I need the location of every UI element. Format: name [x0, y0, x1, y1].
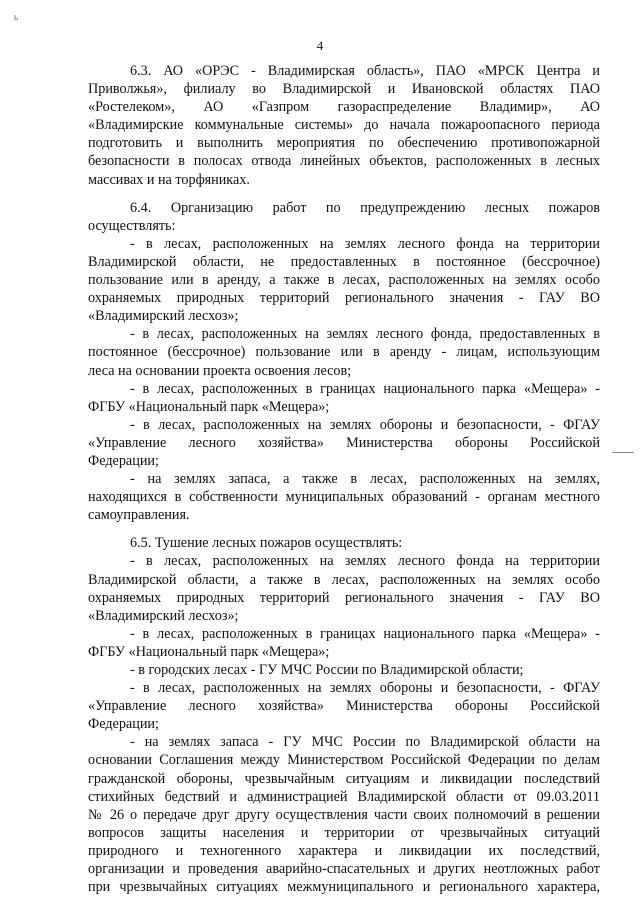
text-line: находящихся в собственности муниципальных образований - органам местного	[88, 489, 600, 506]
margin-mark	[612, 452, 634, 453]
text-line: Федерации;	[88, 716, 159, 733]
text-line: природного и техногенного характера и ликвидации их последствий,	[88, 842, 600, 859]
document-body	[88, 62, 600, 896]
text-line: - в лесах, расположенных в границах национального парка «Мещера» -	[130, 625, 600, 642]
text-line: - в лесах, расположенных на землях лесного фонда на территории	[130, 235, 600, 252]
text-line: охраняемых природных территорий регионального значения - ГАУ ВО	[88, 290, 600, 307]
text-line: - в лесах, расположенных на землях лесного фонда на территории	[130, 553, 600, 570]
text-line: массивах и на торфяниках.	[88, 171, 250, 188]
text-line: «Управление лесного хозяйства» Министерства обороны Российской	[88, 698, 600, 715]
text-line: осуществлять:	[88, 217, 176, 234]
text-line: 6.5. Тушение лесных пожаров осуществлять:	[130, 535, 403, 552]
text-line: безопасности в полосах отвода линейных объектов, расположенных в лесных	[88, 153, 600, 170]
paragraph-p65	[88, 534, 600, 896]
text-line: вопросов защиты населения и территории от чрезвычайных ситуаций	[88, 824, 600, 841]
text-line: «Ростелеком», АО «Газпром газораспределение Владимир», АО	[88, 99, 600, 116]
text-line: постоянное (бессрочное) пользование или в аренду - лицам, использующим	[88, 344, 600, 361]
text-line: Владимирской области, а также в лесах, расположенных на землях особо	[88, 571, 600, 588]
text-line: «Владимирский лесхоз»;	[88, 308, 239, 325]
text-line: при чрезвычайных ситуациях межмуниципального и регионального характера,	[88, 879, 600, 896]
text-line: - на землях запаса, а также в лесах, расположенных на землях,	[130, 471, 600, 488]
paragraph-gap	[88, 189, 600, 199]
paragraph-p63	[88, 62, 600, 189]
page-number: 4	[316, 38, 324, 53]
paragraph-p64	[88, 199, 600, 525]
text-line: - в лесах, расположенных на землях лесного фонда, предоставленных в	[130, 326, 600, 343]
text-line: подготовить и выполнить мероприятия по обеспечению противопожарной	[88, 135, 600, 152]
text-line: «Владимирские коммунальные системы» до начала пожароопасного периода	[88, 117, 600, 134]
text-line: стихийных бедствий и администрацией Владимирской области от 09.03.2011	[88, 788, 600, 805]
text-line: организации и проведения аварийно-спасательных и других неотложных работ	[88, 861, 600, 878]
text-line: ФГБУ «Национальный парк «Мещера»;	[88, 398, 330, 415]
paragraph-gap	[88, 524, 600, 534]
text-line: Приволжья», филиалу во Владимирской и Ивановской областях ПАО	[88, 81, 600, 98]
text-line: леса на основании проекта освоения лесов;	[88, 362, 352, 379]
text-line: гражданской обороны, чрезвычайным ситуациям и ликвидации последствий	[88, 770, 600, 787]
text-line: - на землях запаса - ГУ МЧС России по Владимирской области на	[130, 734, 600, 751]
text-line: 6.3. АО «ОРЭС - Владимирская область», ПАО «МРСК Центра и	[130, 63, 600, 79]
text-line: Владимирской области, не предоставленных в постоянное (бессрочное)	[88, 253, 600, 270]
text-line: самоуправления.	[88, 507, 190, 524]
text-line: - в лесах, расположенных на землях обороны и безопасности, - ФГАУ	[130, 416, 600, 433]
text-line: 6.4. Организацию работ по предупреждению лесных пожаров	[130, 199, 600, 216]
text-line: - в городских лесах - ГУ МЧС России по Владимирской области;	[130, 662, 524, 678]
text-line: № 26 о передаче друг другу осуществления части своих полномочий в решении	[88, 806, 600, 823]
text-line: «Владимирский лесхоз»;	[88, 607, 239, 624]
text-line: «Управление лесного хозяйства» Министерства обороны Российской	[88, 434, 600, 451]
text-line: - в лесах, расположенных на землях обороны и безопасности, - ФГАУ	[130, 680, 600, 697]
corner-mark: ь	[14, 12, 19, 22]
text-line: - в лесах, расположенных в границах национального парка «Мещера» -	[130, 380, 600, 397]
text-line: Федерации;	[88, 452, 159, 469]
text-line: ФГБУ «Национальный парк «Мещера»;	[88, 643, 330, 660]
text-line: пользование или в аренду, а также в лесах, расположенных на землях особо	[88, 272, 600, 289]
text-line: охраняемых природных территорий регионального значения - ГАУ ВО	[88, 589, 600, 606]
text-line: основании Соглашения между Министерством Российской Федерации по делам	[88, 752, 600, 769]
